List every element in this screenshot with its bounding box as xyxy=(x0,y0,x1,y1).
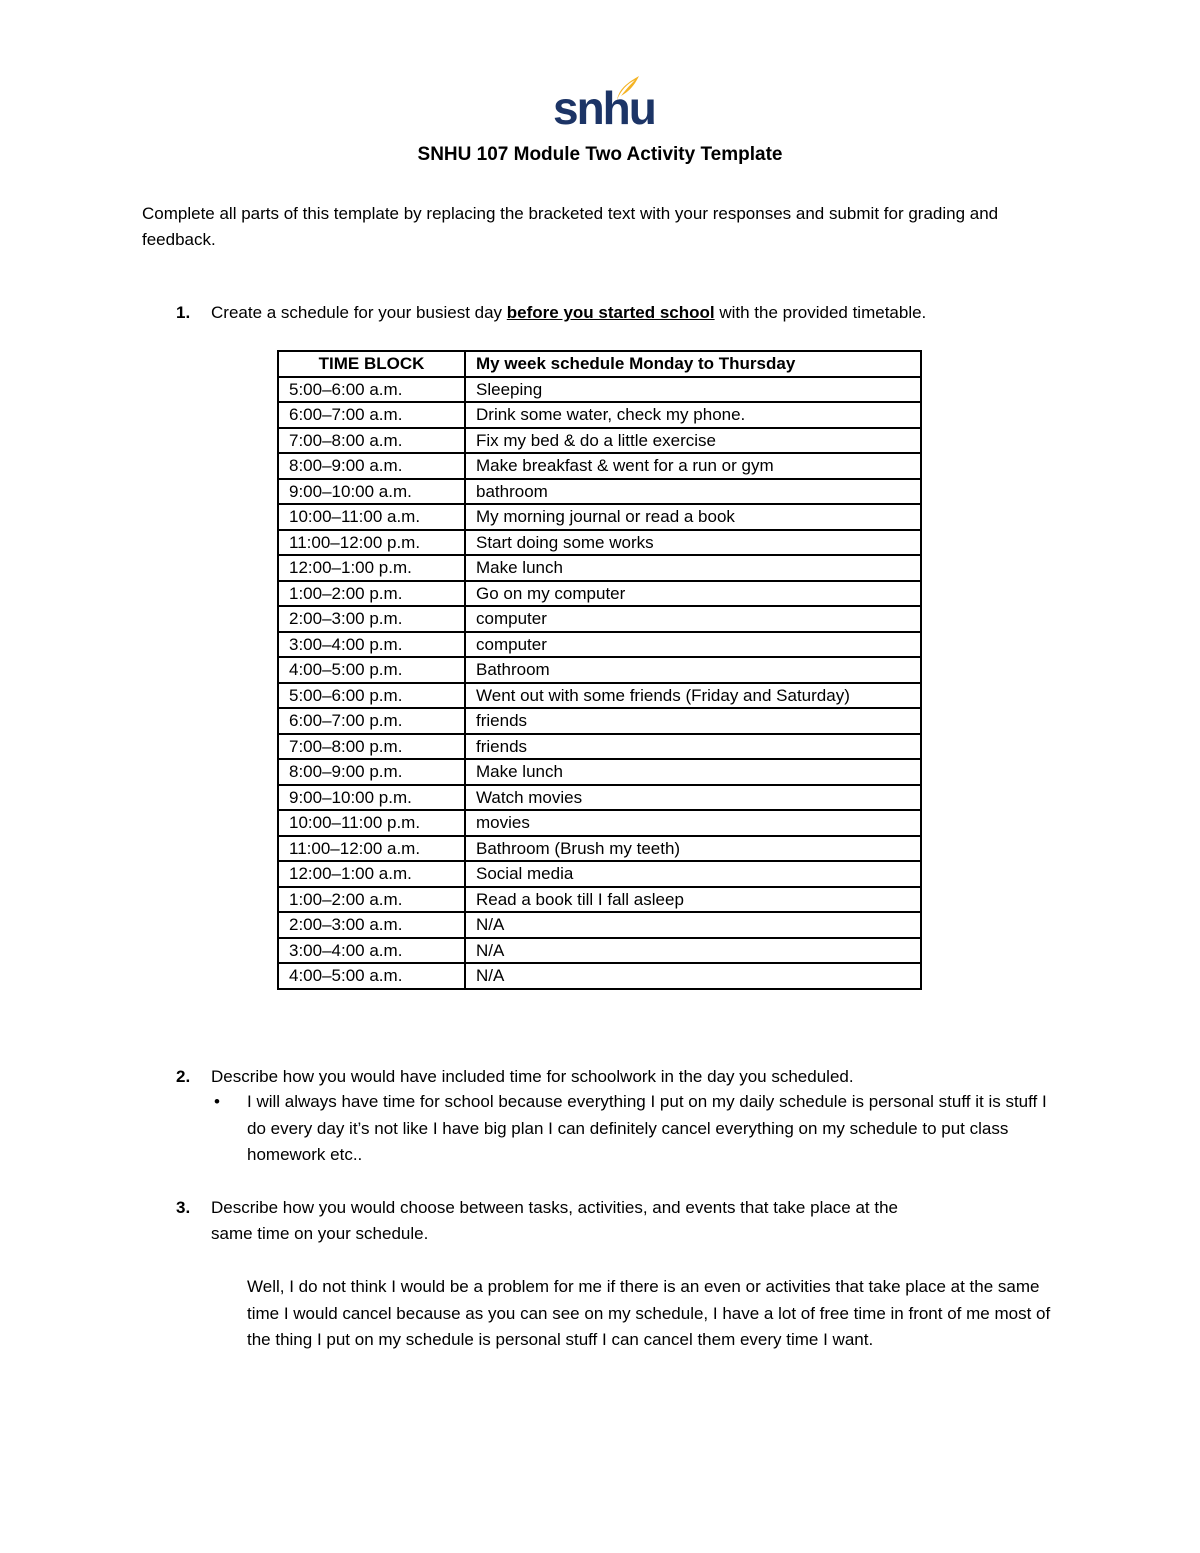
activity-cell: Watch movies xyxy=(465,785,921,811)
activity-cell: friends xyxy=(465,734,921,760)
question-number: 3. xyxy=(176,1198,191,1217)
activity-cell: Bathroom (Brush my teeth) xyxy=(465,836,921,862)
time-block-cell: 11:00–12:00 p.m. xyxy=(278,530,465,556)
time-block-cell: 2:00–3:00 p.m. xyxy=(278,606,465,632)
activity-cell: bathroom xyxy=(465,479,921,505)
table-row xyxy=(278,810,921,836)
time-block-cell: 7:00–8:00 a.m. xyxy=(278,428,465,454)
activity-cell: N/A xyxy=(465,963,921,989)
table-row xyxy=(278,963,921,989)
schedule-table xyxy=(277,350,922,990)
table-row xyxy=(278,785,921,811)
table-row xyxy=(278,708,921,734)
question-number: 1. xyxy=(176,303,191,322)
activity-cell: Read a book till I fall asleep xyxy=(465,887,921,913)
time-block-cell: 9:00–10:00 a.m. xyxy=(278,479,465,505)
activity-cell: Fix my bed & do a little exercise xyxy=(465,428,921,454)
table-row xyxy=(278,734,921,760)
table-row xyxy=(278,759,921,785)
table-body xyxy=(278,377,921,989)
table-row xyxy=(278,657,921,683)
question-3 xyxy=(176,1195,1056,1247)
time-block-cell: 4:00–5:00 p.m. xyxy=(278,657,465,683)
table-row xyxy=(278,504,921,530)
table-row xyxy=(278,861,921,887)
time-block-cell: 12:00–1:00 p.m. xyxy=(278,555,465,581)
time-block-cell: 12:00–1:00 a.m. xyxy=(278,861,465,887)
activity-cell: computer xyxy=(465,606,921,632)
question-1 xyxy=(176,300,926,326)
activity-cell: Make breakfast & went for a run or gym xyxy=(465,453,921,479)
time-block-cell: 5:00–6:00 p.m. xyxy=(278,683,465,709)
table-row xyxy=(278,632,921,658)
column-header-time: TIME BLOCK xyxy=(278,351,465,377)
activity-cell: N/A xyxy=(465,912,921,938)
activity-cell: Make lunch xyxy=(465,555,921,581)
table-row xyxy=(278,453,921,479)
underlined-text: before you started school xyxy=(506,303,715,322)
logo-wordmark: snhu xyxy=(553,82,655,134)
time-block-cell: 2:00–3:00 a.m. xyxy=(278,912,465,938)
time-block-cell: 10:00–11:00 p.m. xyxy=(278,810,465,836)
table-row xyxy=(278,938,921,964)
bullet-icon: • xyxy=(214,1092,220,1111)
activity-cell: Social media xyxy=(465,861,921,887)
time-block-cell: 10:00–11:00 a.m. xyxy=(278,504,465,530)
table-row xyxy=(278,377,921,403)
time-block-cell: 6:00–7:00 a.m. xyxy=(278,402,465,428)
table-row xyxy=(278,836,921,862)
activity-cell: movies xyxy=(465,810,921,836)
time-block-cell: 6:00–7:00 p.m. xyxy=(278,708,465,734)
table-row xyxy=(278,887,921,913)
question-number: 2. xyxy=(176,1067,191,1086)
activity-cell: Make lunch xyxy=(465,759,921,785)
table-row xyxy=(278,479,921,505)
time-block-cell: 1:00–2:00 p.m. xyxy=(278,581,465,607)
activity-cell: Went out with some friends (Friday and Saturday) xyxy=(465,683,921,709)
time-block-cell: 11:00–12:00 a.m. xyxy=(278,836,465,862)
answer-3: Well, I do not think I would be a problem for me if there is an even or activities that take place at the same time I would cancel because as you can see on my schedule, I have a lot of free time in front of me most of the thing I put on my schedule is personal stuff I can cancel them every time I want. xyxy=(247,1277,1051,1349)
activity-cell: Start doing some works xyxy=(465,530,921,556)
time-block-cell: 9:00–10:00 p.m. xyxy=(278,785,465,811)
answer-text: I will always have time for school because everything I put on my daily schedule is personal stuff it is stuff I do every day it’s not like I have big plan I can definitely cancel everything on my schedule to put class homework etc.. xyxy=(247,1092,1047,1164)
table-row xyxy=(278,530,921,556)
question-text: Describe how you would have included time for schoolwork in the day you scheduled. xyxy=(211,1067,854,1086)
question-text-end: with the provided timetable. xyxy=(714,303,927,322)
activity-cell: Bathroom xyxy=(465,657,921,683)
answer-2 xyxy=(212,1089,1052,1169)
activity-cell: N/A xyxy=(465,938,921,964)
table-row xyxy=(278,402,921,428)
question-2 xyxy=(176,1064,854,1090)
table-header-row xyxy=(278,351,921,377)
question-text: Create a schedule for your busiest day xyxy=(211,303,507,322)
activity-cell: computer xyxy=(465,632,921,658)
time-block-cell: 3:00–4:00 a.m. xyxy=(278,938,465,964)
column-header-schedule: My week schedule Monday to Thursday xyxy=(465,351,921,377)
table-row xyxy=(278,428,921,454)
table-row xyxy=(278,683,921,709)
activity-cell: Sleeping xyxy=(465,377,921,403)
page-title: SNHU 107 Module Two Activity Template xyxy=(417,144,783,165)
question-text-line1: Describe how you would choose between tasks, activities, and events that take place at the xyxy=(211,1198,899,1217)
intro-text: Complete all parts of this template by replacing the bracketed text with your responses and submit for grading and feedback. xyxy=(142,204,999,249)
table-row xyxy=(278,555,921,581)
activity-cell: My morning journal or read a book xyxy=(465,504,921,530)
table-row xyxy=(278,581,921,607)
time-block-cell: 8:00–9:00 a.m. xyxy=(278,453,465,479)
time-block-cell: 3:00–4:00 p.m. xyxy=(278,632,465,658)
snhu-logo xyxy=(553,74,655,134)
time-block-cell: 7:00–8:00 p.m. xyxy=(278,734,465,760)
time-block-cell: 4:00–5:00 a.m. xyxy=(278,963,465,989)
question-text-line2: same time on your schedule. xyxy=(211,1224,429,1243)
table-row xyxy=(278,606,921,632)
activity-cell: Drink some water, check my phone. xyxy=(465,402,921,428)
activity-cell: Go on my computer xyxy=(465,581,921,607)
time-block-cell: 5:00–6:00 a.m. xyxy=(278,377,465,403)
time-block-cell: 1:00–2:00 a.m. xyxy=(278,887,465,913)
activity-cell: friends xyxy=(465,708,921,734)
table-row xyxy=(278,912,921,938)
time-block-cell: 8:00–9:00 p.m. xyxy=(278,759,465,785)
